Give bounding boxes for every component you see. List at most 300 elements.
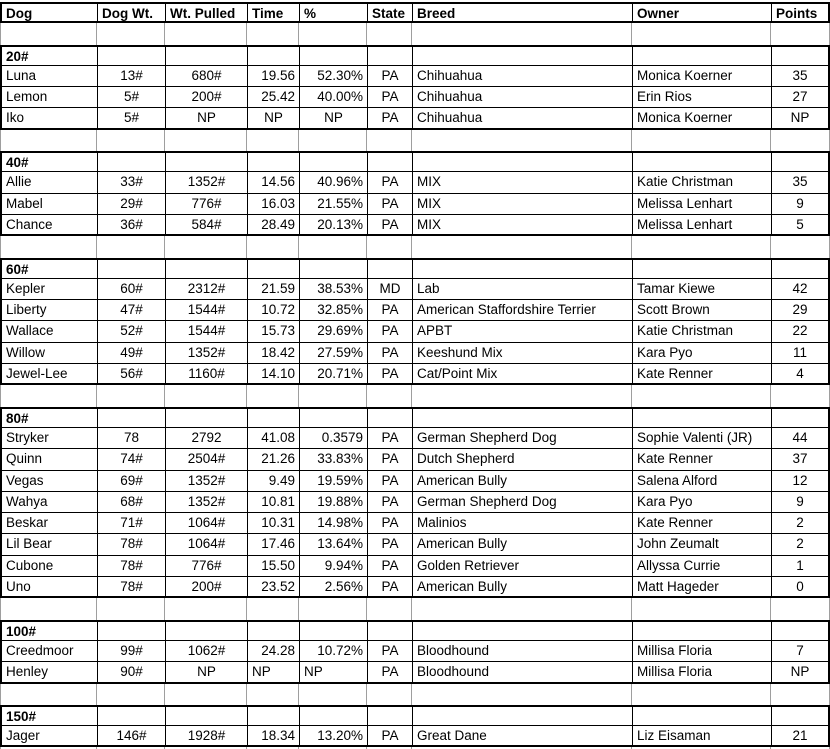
cell-time: 18.34 [248,726,300,745]
cell-dog [1,23,97,44]
cell-points [771,598,827,619]
cell-wt_pulled [166,707,248,725]
cell-state [367,23,412,44]
cell-wt_pulled [165,23,247,44]
cell-pct: 19.59% [300,471,368,491]
cell-points [772,47,828,65]
cell-dog_wt [98,622,166,640]
cell-points: 42 [792,280,808,296]
cell-dog: Henley [2,662,98,681]
cell-dog_wt [97,130,165,151]
cell-wt_pulled: 584# [166,215,248,234]
section-row-80 [0,407,830,428]
cell-dog: Luna [2,66,98,86]
cell-dog_wt: 36# [98,215,166,234]
cell-state: PA [368,66,413,86]
cell-breed [412,236,632,257]
cell-dog: Lil Bear [2,534,98,554]
cell-time [247,23,299,44]
cell-dog: Chance [2,215,98,234]
cell-time: 15.73 [248,321,300,341]
cell-time: 28.49 [248,215,300,234]
cell-pct: 10.72% [300,641,368,661]
cell-breed [412,598,632,619]
table-row [0,108,830,129]
cell-breed: Dutch Shepherd [413,449,633,469]
table-row [0,364,830,385]
cell-state: PA [368,300,413,320]
cell-owner: John Zeumalt [633,534,772,554]
cell-state: PA [368,662,413,681]
cell-points: 11 [792,344,807,360]
cell-time: 10.81 [248,492,300,512]
cell-pct: 33.83% [300,449,368,469]
cell-dog: 100# [2,622,98,640]
spacer-row [0,23,830,44]
cell-wt_pulled [166,622,248,640]
cell-state [368,153,413,171]
cell-owner: Melissa Lenhart [633,194,772,214]
cell-dog_wt: 47# [98,300,166,320]
column-header-points: Points [776,6,818,21]
cell-owner: Kate Renner [633,364,772,383]
cell-wt_pulled: 1352# [166,471,248,491]
cell-dog: Lemon [2,87,98,107]
cell-state [367,385,412,406]
cell-dog: Creedmoor [2,641,98,661]
cell-points: 35 [792,67,808,83]
cell-dog_wt [97,385,165,406]
cell-wt_pulled: NP [166,662,248,681]
cell-wt_pulled [165,385,247,406]
cell-dog [1,684,97,705]
cell-breed [412,684,632,705]
cell-dog_wt: 29# [98,194,166,214]
cell-breed: American Bully [413,577,633,596]
cell-dog_wt: 78 [98,428,166,448]
cell-wt_pulled: 2504# [166,449,248,469]
cell-state [368,47,413,65]
cell-wt_pulled: 1064# [166,534,248,554]
cell-wt_pulled: 1352# [166,172,248,192]
cell-breed: Chihuahua [413,108,633,127]
cell-dog [1,130,97,151]
cell-breed: Great Dane [413,726,633,745]
cell-dog: Uno [2,577,98,596]
cell-breed: Keeshund Mix [413,343,633,363]
cell-state: PA [368,343,413,363]
cell-pct [299,130,367,151]
cell-state: PA [368,513,413,533]
cell-dog_wt: 71# [98,513,166,533]
cell-breed: APBT [413,321,633,341]
cell-owner [633,260,772,278]
cell-time: 18.42 [248,343,300,363]
cell-dog_wt: 74# [98,449,166,469]
cell-time [247,598,299,619]
cell-dog_wt [97,684,165,705]
cell-breed [413,260,633,278]
cell-dog_wt [97,23,165,44]
cell-pct: 40.00% [300,87,368,107]
cell-dog: Kepler [2,279,98,299]
spacer-row [0,598,830,619]
cell-breed: Cat/Point Mix [413,364,633,383]
cell-breed [413,409,633,427]
cell-dog: Mabel [2,194,98,214]
cell-time [248,153,300,171]
cell-breed: Bloodhound [413,662,633,681]
cell-time: 10.72 [248,300,300,320]
table-row [0,87,830,108]
table-row [0,577,830,598]
cell-time [247,236,299,257]
cell-breed: Golden Retriever [413,556,633,576]
cell-dog: 150# [2,707,98,725]
table-row [0,343,830,364]
cell-breed: Lab [413,279,633,299]
cell-dog_wt: 52# [98,321,166,341]
cell-dog_wt: 78# [98,577,166,596]
cell-dog: Vegas [2,471,98,491]
cell-breed [413,622,633,640]
cell-time [248,622,300,640]
cell-pct [300,409,368,427]
cell-breed: MIX [413,215,633,234]
cell-dog_wt [97,236,165,257]
cell-wt_pulled [166,47,248,65]
cell-breed: American Bully [413,534,633,554]
cell-points [771,236,827,257]
cell-pct: 27.59% [300,343,368,363]
table-row [0,556,830,577]
cell-points [772,153,828,171]
cell-dog [1,598,97,619]
cell-wt_pulled: 680# [166,66,248,86]
cell-breed [413,47,633,65]
cell-state: PA [368,108,413,127]
cell-dog_wt [98,707,166,725]
cell-owner: Monica Koerner [633,66,772,86]
cell-pct [299,598,367,619]
cell-pct [300,707,368,725]
cell-wt_pulled: 2792 [166,428,248,448]
cell-dog: Quinn [2,449,98,469]
cell-points: 2 [796,515,804,531]
cell-pct: 2.56% [300,577,368,596]
cell-points: 27 [792,89,808,105]
cell-points: 5 [796,216,804,232]
cell-time: 16.03 [248,194,300,214]
cell-time [247,385,299,406]
cell-pct: 9.94% [300,556,368,576]
cell-pct [300,622,368,640]
cell-dog: Liberty [2,300,98,320]
cell-pct: NP [300,108,368,127]
cell-points: 44 [792,429,808,445]
cell-pct: 52.30% [300,66,368,86]
cell-state: PA [368,364,413,383]
table-row [0,449,830,470]
cell-state: PA [368,172,413,192]
cell-time: NP [248,662,300,681]
cell-dog_wt: 13# [98,66,166,86]
cell-breed: American Bully [413,471,633,491]
cell-owner [633,409,772,427]
cell-owner: Tamar Kiewe [633,279,772,299]
cell-breed: Bloodhound [413,641,633,661]
cell-dog_wt: 69# [98,471,166,491]
cell-owner: Kate Renner [633,449,772,469]
cell-pct: 20.71% [300,364,368,383]
cell-dog: Wahya [2,492,98,512]
cell-breed: German Shepherd Dog [413,428,633,448]
cell-owner: Kara Pyo [633,343,772,363]
section-row-20 [0,45,830,66]
cell-owner: Sophie Valenti (JR) [633,428,772,448]
cell-wt_pulled [165,236,247,257]
cell-owner: Katie Christman [633,321,772,341]
cell-pct: 13.64% [300,534,368,554]
table-row [0,279,830,300]
cell-dog_wt: 56# [98,364,166,383]
cell-points: 0 [796,579,804,595]
cell-owner [632,23,771,44]
cell-state: PA [368,321,413,341]
cell-points: 4 [796,366,804,382]
cell-pct: 21.55% [300,194,368,214]
cell-time: NP [248,108,300,127]
cell-wt_pulled: NP [166,108,248,127]
spacer-row [0,236,830,257]
cell-dog: Allie [2,172,98,192]
cell-wt_pulled: 1544# [166,321,248,341]
section-row-150 [0,705,830,726]
cell-points [771,684,827,705]
column-header-time: Time [248,4,300,21]
cell-points [771,385,827,406]
cell-time [247,130,299,151]
table-row [0,215,830,236]
cell-wt_pulled: 200# [166,577,248,596]
cell-points: 7 [796,642,804,658]
cell-breed [412,23,632,44]
cell-owner: Melissa Lenhart [633,215,772,234]
table-row [0,534,830,555]
cell-breed: MIX [413,172,633,192]
cell-points: 35 [792,174,808,190]
cell-pct: 29.69% [300,321,368,341]
cell-owner [632,684,771,705]
cell-time [248,707,300,725]
cell-wt_pulled: 1064# [166,513,248,533]
column-header-breed: Breed [413,4,633,21]
column-header-pct: % [300,4,368,21]
section-row-100 [0,620,830,641]
cell-time: 14.10 [248,364,300,383]
cell-pct: NP [300,662,368,681]
cell-wt_pulled: 200# [166,87,248,107]
cell-time [248,47,300,65]
table-row [0,471,830,492]
cell-breed [413,707,633,725]
cell-points: 29 [792,302,808,318]
cell-pct [299,23,367,44]
cell-time [248,260,300,278]
cell-state [368,260,413,278]
cell-dog: Wallace [2,321,98,341]
cell-breed: German Shepherd Dog [413,492,633,512]
cell-dog_wt: 99# [98,641,166,661]
cell-wt_pulled: 1928# [166,726,248,745]
cell-owner: Erin Rios [633,87,772,107]
cell-wt_pulled [166,260,248,278]
cell-state [368,409,413,427]
cell-owner: Monica Koerner [633,108,772,127]
cell-pct: 20.13% [300,215,368,234]
cell-points: 12 [792,472,808,488]
cell-points: 22 [792,323,808,339]
table-row [0,66,830,87]
column-header-dog: Dog [2,4,98,21]
cell-pct [300,153,368,171]
cell-wt_pulled: 776# [166,194,248,214]
cell-pct [299,385,367,406]
cell-dog_wt: 33# [98,172,166,192]
cell-state: PA [368,641,413,661]
cell-owner: Allyssa Currie [633,556,772,576]
cell-wt_pulled: 1352# [166,343,248,363]
cell-dog_wt [98,260,166,278]
cell-dog: Stryker [2,428,98,448]
cell-dog: 80# [2,409,98,427]
cell-time: 15.50 [248,556,300,576]
cell-state: PA [368,428,413,448]
cell-points: NP [790,110,810,126]
cell-dog: 40# [2,153,98,171]
cell-dog_wt: 146# [98,726,166,745]
cell-dog: Cubone [2,556,98,576]
cell-breed: Malinios [413,513,633,533]
cell-points: 37 [792,451,808,467]
cell-state [368,707,413,725]
column-header-wt_pulled: Wt. Pulled [166,4,248,21]
table-row [0,513,830,534]
table-row [0,172,830,193]
cell-owner [632,385,771,406]
cell-pct [300,260,368,278]
cell-owner: Kate Renner [633,513,772,533]
cell-dog: Willow [2,343,98,363]
cell-state [367,684,412,705]
cell-dog_wt: 5# [98,108,166,127]
table-row [0,194,830,215]
cell-breed: Chihuahua [413,87,633,107]
cell-owner: Scott Brown [633,300,772,320]
cell-points: 21 [792,728,808,744]
cell-state [367,598,412,619]
cell-points [772,260,828,278]
cell-time: 23.52 [248,577,300,596]
cell-owner [632,130,771,151]
table-row [0,321,830,342]
cell-state: MD [368,279,413,299]
cell-points: 1 [796,557,804,573]
cell-wt_pulled [165,684,247,705]
cell-dog_wt: 5# [98,87,166,107]
cell-time: 24.28 [248,641,300,661]
cell-points: NP [790,664,810,680]
cell-breed: American Staffordshire Terrier [413,300,633,320]
cell-time: 21.59 [248,279,300,299]
cell-pct [300,47,368,65]
cell-dog: 20# [2,47,98,65]
cell-points [772,409,828,427]
cell-state: PA [368,726,413,745]
cell-dog: 60# [2,260,98,278]
cell-wt_pulled: 1062# [166,641,248,661]
section-row-40 [0,151,830,172]
cell-wt_pulled: 1544# [166,300,248,320]
cell-breed [413,153,633,171]
cell-breed [412,385,632,406]
table-row [0,641,830,662]
cell-state [368,622,413,640]
cell-dog [1,385,97,406]
cell-breed: MIX [413,194,633,214]
cell-owner: Liz Eisaman [633,726,772,745]
cell-dog_wt: 78# [98,556,166,576]
cell-points [771,23,827,44]
cell-owner [632,236,771,257]
cell-points [771,130,827,151]
cell-pct: 38.53% [300,279,368,299]
cell-dog: Iko [2,108,98,127]
cell-dog_wt [97,598,165,619]
cell-pct: 32.85% [300,300,368,320]
spacer-row [0,684,830,705]
cell-pct: 13.20% [300,726,368,745]
cell-wt_pulled: 2312# [166,279,248,299]
spacer-row [0,385,830,406]
cell-state: PA [368,449,413,469]
cell-dog_wt [98,47,166,65]
cell-dog_wt: 90# [98,662,166,681]
cell-state: PA [368,534,413,554]
column-header-owner: Owner [633,4,772,21]
cell-wt_pulled: 776# [166,556,248,576]
table-row [0,428,830,449]
cell-state: PA [368,215,413,234]
cell-state: PA [368,194,413,214]
cell-state: PA [368,556,413,576]
table-row [0,726,830,747]
cell-breed [412,130,632,151]
cell-owner [633,47,772,65]
cell-time: 17.46 [248,534,300,554]
cell-wt_pulled: 1352# [166,492,248,512]
cell-time [248,409,300,427]
table-row [0,662,830,683]
cell-time: 41.08 [248,428,300,448]
cell-dog_wt: 49# [98,343,166,363]
cell-dog_wt: 68# [98,492,166,512]
header-row [0,2,830,23]
cell-pct [299,684,367,705]
cell-points: 9 [796,493,804,509]
cell-wt_pulled [166,153,248,171]
cell-dog_wt: 60# [98,279,166,299]
